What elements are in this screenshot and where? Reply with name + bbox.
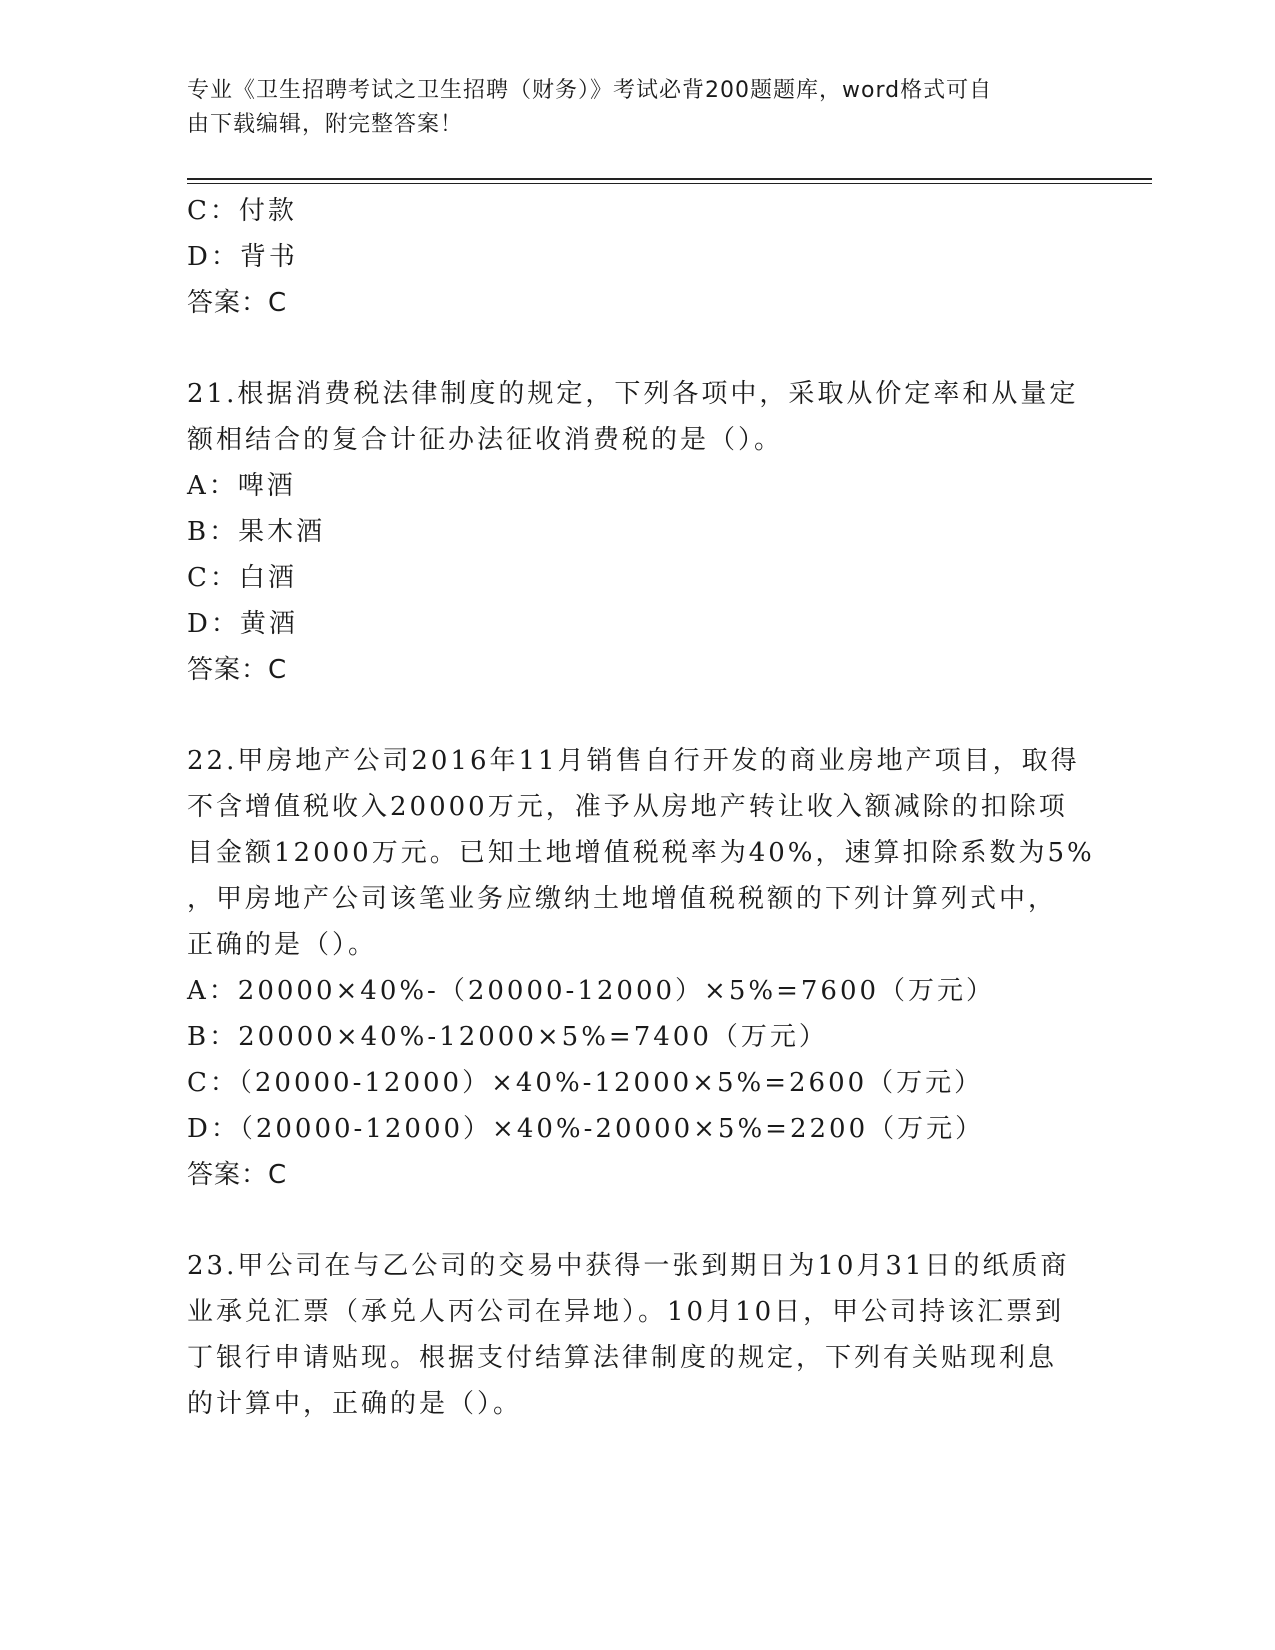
question-22 [187, 738, 1095, 1198]
header-line-1: 专业《卫生招聘考试之卫生招聘（财务）》考试必背200题题库，word格式可自 [187, 78, 993, 103]
question-23 [187, 1243, 1087, 1427]
option-c: C：（20000-12000）×40%-12000×5%=2600（万元） [187, 1068, 984, 1098]
answer: 答案：C [187, 1160, 288, 1190]
option-d: D：黄酒 [187, 609, 298, 639]
header-divider-thin [187, 183, 1152, 184]
question-stem-line: 目金额12000万元。已知土地增值税税率为40%，速算扣除系数为5% [187, 838, 1095, 868]
question-stem-line: 22.甲房地产公司2016年11月销售自行开发的商业房地产项目，取得 [187, 746, 1080, 776]
question-stem-line: 丁银行申请贴现。根据支付结算法律制度的规定，下列有关贴现利息 [187, 1343, 1058, 1373]
option-a: A：20000×40%-（20000-12000）×5%=7600（万元） [187, 976, 996, 1006]
option-c: C：付款 [187, 196, 297, 226]
option-d: D：（20000-12000）×40%-20000×5%=2200（万元） [187, 1114, 985, 1144]
question-stem-line: 23.甲公司在与乙公司的交易中获得一张到期日为10月31日的纸质商 [187, 1251, 1070, 1281]
option-c: C：白酒 [187, 563, 297, 593]
option-a: A：啤酒 [187, 471, 296, 501]
page-header [187, 74, 1087, 142]
question-stem-line: 业承兑汇票（承兑人丙公司在异地）。10月10日，甲公司持该汇票到 [187, 1297, 1065, 1327]
option-b: B：20000×40%-12000×5%=7400（万元） [187, 1022, 828, 1052]
option-b: B：果木酒 [187, 517, 326, 547]
question-stem-line: 不含增值税收入20000万元，准予从房地产转让收入额减除的扣除项 [187, 792, 1068, 822]
question-stem-line: 的计算中，正确的是（）。 [187, 1389, 523, 1419]
header-line-2: 由下载编辑，附完整答案！ [187, 112, 464, 137]
question-stem-line: 额相结合的复合计征办法征收消费税的是（）。 [187, 425, 784, 455]
question-stem-line: ，甲房地产公司该笔业务应缴纳土地增值税税额的下列计算列式中， [187, 884, 1058, 914]
document-body [187, 188, 1095, 1427]
question-stem-line: 21.根据消费税法律制度的规定，下列各项中，采取从价定率和从量定 [187, 379, 1079, 409]
header-divider-thick [187, 178, 1152, 180]
question-21 [187, 371, 1087, 693]
option-d: D：背书 [187, 242, 298, 272]
question-stem-line: 正确的是（）。 [187, 930, 378, 960]
answer: 答案：C [187, 655, 288, 685]
answer: 答案：C [187, 288, 288, 318]
